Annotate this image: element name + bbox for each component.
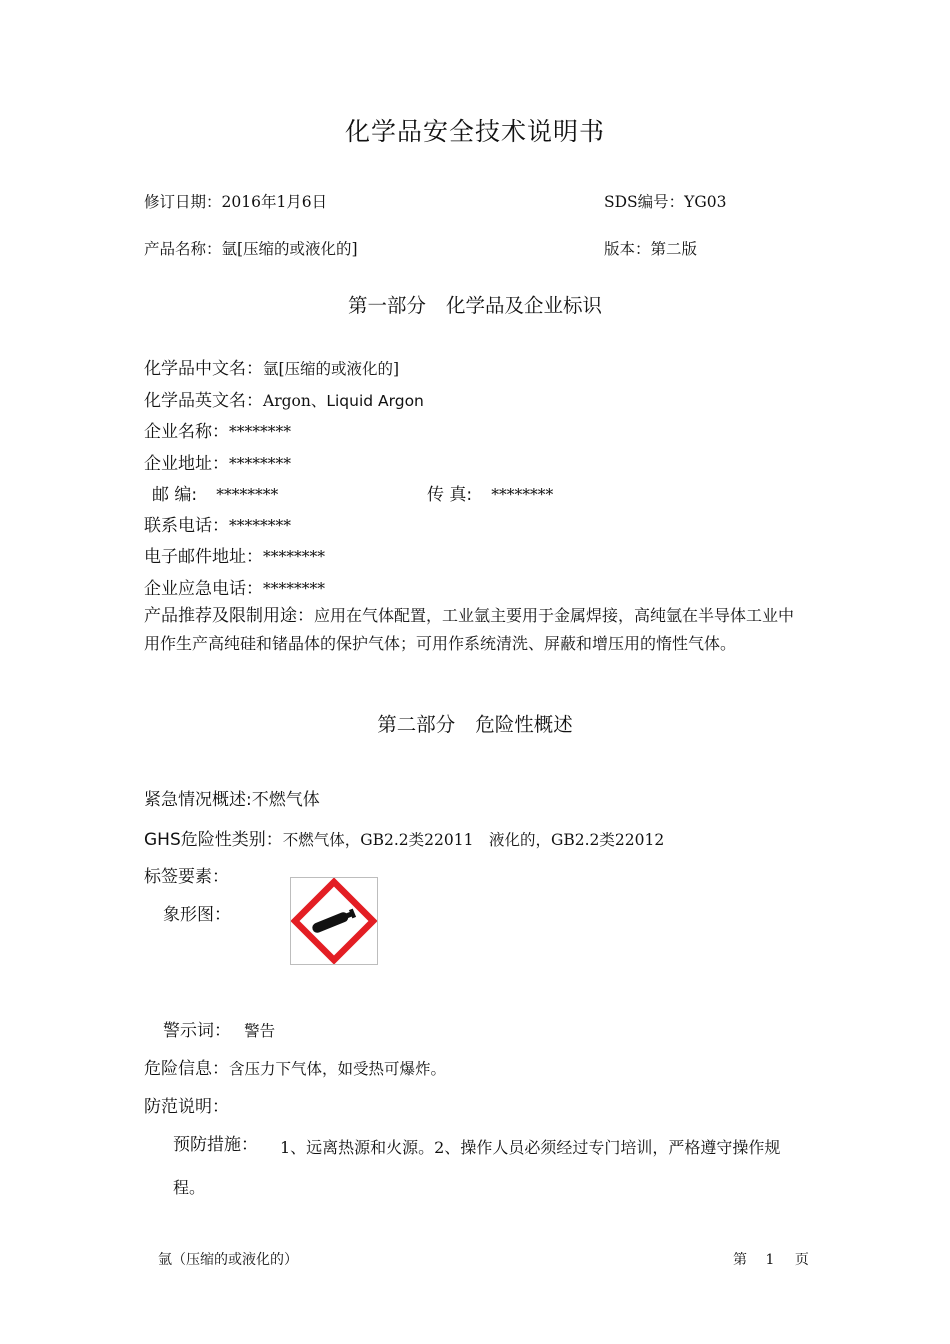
prevention-label: 预防措施： bbox=[173, 1135, 258, 1155]
footer-page bbox=[733, 1249, 809, 1269]
postcode-value: ******** bbox=[216, 486, 279, 504]
section1-part: 第一部分 bbox=[347, 294, 426, 317]
ghs-label: GHS危险性类别： bbox=[144, 830, 283, 850]
sds-number: SDS编号：YG03 bbox=[604, 193, 727, 211]
email-row bbox=[144, 542, 325, 567]
email-value: ******** bbox=[263, 548, 325, 566]
signal-word-row bbox=[163, 1016, 275, 1041]
en-name-row bbox=[144, 386, 424, 411]
en-name-value-a: Argon、 bbox=[263, 392, 327, 410]
section2-heading: 危险性概述 bbox=[475, 713, 573, 736]
footer-product: 氩（压缩的或液化的） bbox=[158, 1252, 298, 1268]
company-label: 企业名称： bbox=[144, 422, 229, 442]
pictogram-label: 象形图： bbox=[163, 905, 231, 925]
en-name-label: 化学品英文名： bbox=[144, 391, 263, 411]
precaution-label: 防范说明： bbox=[144, 1097, 229, 1117]
footer-page-prefix: 第 bbox=[733, 1252, 747, 1268]
signal-word-value: 警告 bbox=[244, 1022, 276, 1040]
section2-title bbox=[0, 709, 950, 737]
emergency-label: 企业应急电话： bbox=[144, 579, 263, 599]
ghs-pictogram bbox=[290, 877, 378, 965]
prevention-value: 1、远离热源和火源。2、操作人员必须经过专门培训，严格遵守操作规程。 bbox=[173, 1138, 781, 1197]
section1-heading: 化学品及企业标识 bbox=[446, 294, 603, 317]
cn-name-row bbox=[144, 354, 399, 379]
footer-page-suffix: 页 bbox=[794, 1252, 809, 1268]
section1-title bbox=[0, 290, 950, 318]
ghs-row bbox=[144, 825, 664, 850]
address-label: 企业地址： bbox=[144, 454, 229, 474]
section2-part: 第二部分 bbox=[377, 713, 456, 736]
product-name: 产品名称：氩[压缩的或液化的] bbox=[144, 240, 358, 258]
version: 版本：第二版 bbox=[604, 240, 698, 258]
usage-paragraph bbox=[144, 602, 808, 658]
document-title: 化学品安全技术说明书 bbox=[344, 117, 605, 146]
signal-word-label: 警示词： bbox=[163, 1021, 231, 1041]
email-label: 电子邮件地址： bbox=[144, 547, 263, 567]
company-value: ******** bbox=[229, 423, 291, 441]
emergency-overview: 紧急情况概述:不燃气体 bbox=[144, 790, 320, 810]
phone-label: 联系电话： bbox=[144, 516, 229, 536]
gas-cylinder-icon bbox=[291, 878, 377, 964]
address-value: ******** bbox=[229, 455, 291, 473]
fax-label: 传 真: bbox=[427, 485, 473, 505]
emergency-row bbox=[144, 574, 325, 599]
usage-label: 产品推荐及限制用途： bbox=[144, 606, 314, 626]
fax-value: ******** bbox=[491, 486, 554, 504]
phone-value: ******** bbox=[229, 517, 291, 535]
address-row bbox=[144, 449, 291, 474]
cn-name-value: 氩[压缩的或液化的] bbox=[263, 360, 400, 378]
hazard-value: 含压力下气体，如受热可爆炸。 bbox=[229, 1060, 447, 1078]
label-elements: 标签要素： bbox=[144, 867, 229, 887]
hazard-label: 危险信息： bbox=[144, 1059, 229, 1079]
postcode-row bbox=[152, 480, 278, 505]
phone-row bbox=[144, 511, 291, 536]
postcode-label: 邮 编: bbox=[152, 485, 198, 505]
company-row bbox=[144, 417, 291, 442]
cn-name-label: 化学品中文名： bbox=[144, 359, 263, 379]
en-name-value-b: Liquid Argon bbox=[326, 392, 424, 410]
hazard-row bbox=[144, 1054, 446, 1079]
emergency-value: ******** bbox=[263, 580, 325, 598]
usage-value: 应用在气体配置，工业氩主要用于金属焊接，高纯氩在半导体工业中用作生产高纯硅和锗晶体的保护气体；可用作系统清洗、屏蔽和增压用的惰性气体。 bbox=[144, 606, 795, 653]
fax-row bbox=[427, 480, 553, 505]
ghs-value: 不燃气体，GB2.2类22011 液化的，GB2.2类22012 bbox=[282, 831, 665, 849]
footer-page-number: 1 bbox=[765, 1252, 775, 1268]
revision-date: 修订日期：2016年1月6日 bbox=[144, 193, 328, 211]
